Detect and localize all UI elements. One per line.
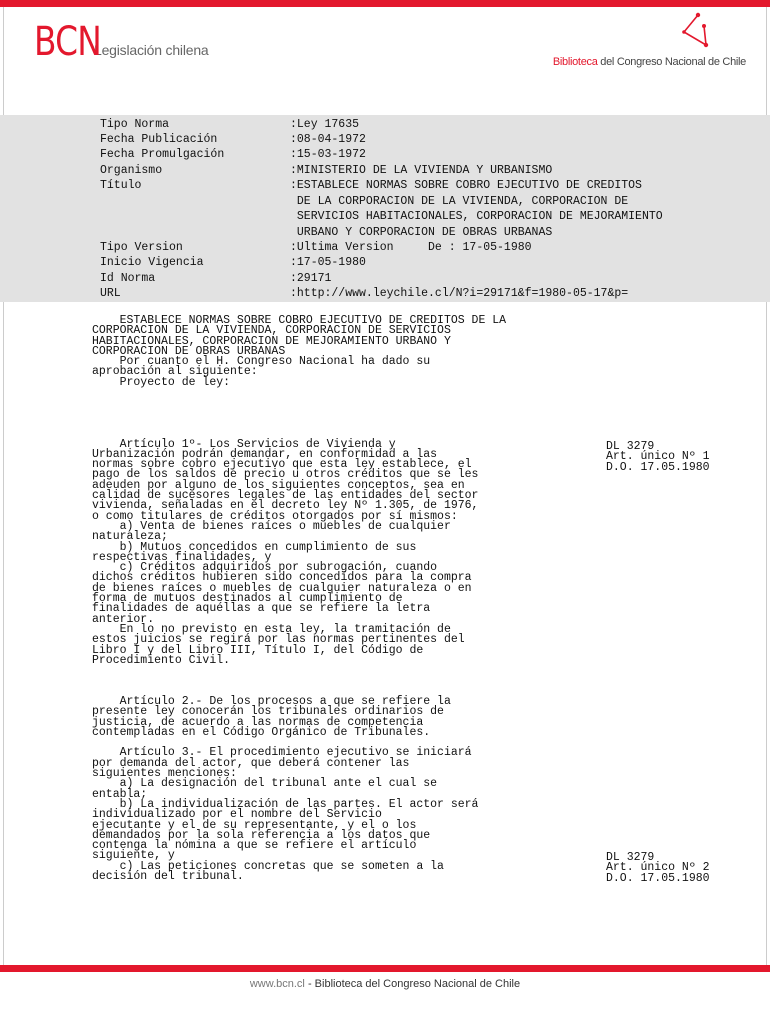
text-line: CORPORACION DE OBRAS URBANAS xyxy=(92,344,286,358)
metadata-value: :08-04-1972 xyxy=(290,133,366,146)
metadata-value: :17-05-1980 xyxy=(290,256,366,269)
text-line: entabla; xyxy=(92,787,148,801)
text-line xyxy=(92,419,552,429)
text-line: forma de mutuos destinados al cumplimiento de xyxy=(92,592,403,606)
metadata-value: :15-03-1972 xyxy=(290,148,366,161)
text-line: siguientes menciones: xyxy=(92,767,237,781)
text-line: ESTABLECE NORMAS SOBRE COBRO EJECUTIVO DE CREDITOS DE LA xyxy=(92,314,507,327)
text-line: a) Venta de bienes raíces o muebles de cualquier xyxy=(92,519,451,533)
bottom-red-bar xyxy=(0,965,770,972)
text-line: c) Créditos adquiridos por subrogación, cuando xyxy=(92,561,438,575)
metadata-key: URL xyxy=(100,287,121,300)
metadata-value: URBANO Y CORPORACION DE OBRAS URBANAS xyxy=(290,226,553,239)
text-line: pago de los saldos de precio u otros créditos que se les xyxy=(92,468,479,482)
note-line: DL 3279 xyxy=(606,851,655,864)
text-line: aprobación al siguiente: xyxy=(92,365,258,379)
text-line: de bienes raíces o muebles de cualquier naturaleza o en xyxy=(92,581,472,595)
metadata-key: Fecha Publicación xyxy=(100,133,218,146)
text-line: dichos créditos hubieren sido concedidos para la compra xyxy=(92,571,472,585)
metadata-value: :Ultima Version De : 17-05-1980 xyxy=(290,241,532,254)
text-line: Artículo 2.- De los procesos a que se refiere la xyxy=(92,694,451,708)
metadata-key: Inicio Vigencia xyxy=(100,256,204,269)
note-line: Art. único Nº 2 xyxy=(606,861,710,875)
text-line: estos juicios se regirá por las normas pertinentes del xyxy=(92,633,465,647)
footer-url[interactable]: www.bcn.cl xyxy=(249,978,305,990)
note-line: D.O. 17.05.1980 xyxy=(606,460,710,474)
text-line xyxy=(92,398,552,408)
text-line: anterior. xyxy=(92,612,155,626)
metadata-value: DE LA CORPORACION DE LA VIVIENDA, CORPORACION DE xyxy=(290,195,629,208)
text-line: presente ley conocerán los tribunales ordinarios de xyxy=(92,705,444,719)
law-text xyxy=(92,316,552,882)
text-line: En lo no previsto en esta ley, la tramitación de xyxy=(92,622,451,636)
text-line: b) Mutuos concedidos en cumplimiento de sus xyxy=(92,540,417,554)
metadata-value: :ESTABLECE NORMAS SOBRE COBRO EJECUTIVO DE CREDITOS xyxy=(290,179,642,192)
page-footer xyxy=(0,978,770,990)
footer-text: - Biblioteca del Congreso Nacional de Chile xyxy=(304,978,521,990)
text-line: adeuden por alguno de los siguientes conceptos, sea en xyxy=(92,478,465,492)
text-line: Procedimiento Civil. xyxy=(92,653,231,667)
text-line xyxy=(92,409,552,419)
text-line xyxy=(92,666,552,676)
note-line: DL 3279 xyxy=(606,440,655,453)
metadata-value: :Ley 17635 xyxy=(290,118,360,131)
text-line: naturaleza; xyxy=(92,530,168,544)
metadata-key: Fecha Promulgación xyxy=(100,148,225,161)
text-line: finalidades de aquéllas a que se refiere la letra xyxy=(92,602,431,616)
bcn-logo xyxy=(34,19,209,65)
text-line: Artículo 1º- Los Servicios de Vivienda y xyxy=(92,437,396,451)
text-line: ejecutante y el de su representante, y el o los xyxy=(92,818,417,832)
metadata-key: Id Norma xyxy=(100,272,156,285)
text-line xyxy=(92,676,552,686)
text-line: a) La designación del tribunal ante el cual se xyxy=(92,777,438,791)
bcn-logo-subtitle: Legislación chilena xyxy=(94,42,209,58)
metadata-value: SERVICIOS HABITACIONALES, CORPORACION DE MEJORAMIENTO xyxy=(290,210,663,223)
text-line: justicia, de acuerdo a las normas de competencia xyxy=(92,715,424,729)
margin-note-1 xyxy=(606,442,710,473)
text-line: b) La individualización de las partes. El actor será xyxy=(92,797,479,811)
text-line: calidad de sucesores legales de las entidades del sector xyxy=(92,489,479,503)
note-line: Art. único Nº 1 xyxy=(606,450,710,464)
text-line: Por cuanto el H. Congreso Nacional ha dado su xyxy=(92,355,431,369)
margin-note-2 xyxy=(606,853,710,884)
text-line: Libro I y del Libro III, Título I, del Código de xyxy=(92,643,424,657)
library-name: Biblioteca del Congreso Nacional de Chile xyxy=(552,56,746,68)
text-line: por demanda del actor, que deberá contener las xyxy=(92,756,410,770)
text-line: normas sobre cobro ejecutivo que esta ley establece, el xyxy=(92,458,472,472)
top-red-bar xyxy=(0,0,770,7)
metadata-key: Tipo Norma xyxy=(100,118,170,131)
text-line: contempladas en el Código Orgánico de Tribunales. xyxy=(92,725,431,739)
metadata-key: Título xyxy=(100,179,142,192)
metadata-value[interactable]: :http://www.leychile.cl/N?i=29171&f=1980-05-17&p= xyxy=(290,287,629,300)
text-line xyxy=(92,388,552,398)
text-line: o como titulares de créditos otorgados por sí mismos: xyxy=(92,509,458,523)
text-line: vivienda, señaladas en el decreto ley Nº 1.305, de 1976, xyxy=(92,499,479,513)
text-line: c) Las peticiones concretas que se someten a la xyxy=(92,859,444,873)
metadata-key: Organismo xyxy=(100,164,163,177)
text-line: CORPORACION DE LA VIVIENDA, CORPORACION DE SERVICIOS xyxy=(92,324,451,338)
text-line: siguiente, y xyxy=(92,849,175,863)
text-line: decisión del tribunal. xyxy=(92,870,244,884)
metadata-key: Tipo Version xyxy=(100,241,183,254)
note-line: D.O. 17.05.1980 xyxy=(606,871,710,885)
constellation-icon xyxy=(676,12,716,48)
library-logo xyxy=(546,12,746,68)
text-line: contenga la nómina a que se refiere el artículo xyxy=(92,839,417,853)
text-line: Proyecto de ley: xyxy=(92,375,231,389)
metadata-panel xyxy=(0,115,770,302)
text-line: respectivas finalidades, y xyxy=(92,550,272,564)
text-line: Artículo 3.- El procedimiento ejecutivo se iniciará xyxy=(92,746,472,760)
bcn-logo-text: BCN xyxy=(34,19,101,65)
metadata-value: :MINISTERIO DE LA VIVIENDA Y URBANISMO xyxy=(290,164,553,177)
text-line: HABITACIONALES, CORPORACION DE MEJORAMIENTO URBANO Y xyxy=(92,334,451,348)
metadata-value: :29171 xyxy=(290,272,332,285)
text-line: individualizado por el nombre del Servicio xyxy=(92,808,382,822)
text-line: Urbanización podrán demandar, en conformidad a las xyxy=(92,447,438,461)
text-line: demandados por la sola referencia a los datos que xyxy=(92,828,431,842)
